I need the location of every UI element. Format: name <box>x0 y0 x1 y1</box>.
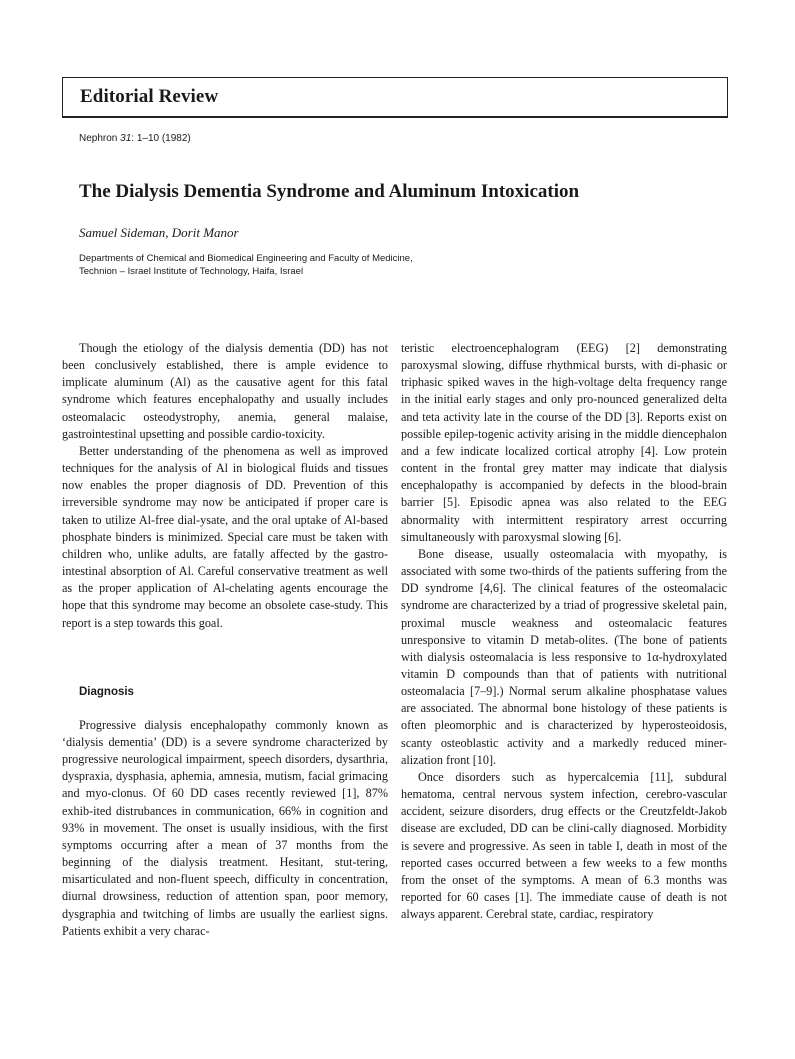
affiliation-line-2: Technion – Israel Institute of Technology, Haifa, Israel <box>79 266 304 277</box>
right-column <box>401 340 727 923</box>
journal-citation <box>79 133 191 144</box>
author-affiliation <box>79 252 413 278</box>
article-title: The Dialysis Dementia Syndrome and Aluminum Intoxication <box>79 181 580 202</box>
affiliation-line-1: Departments of Chemical and Biomedical Engineering and Faculty of Medicine, <box>79 253 413 264</box>
paragraph: Once disorders such as hypercalcemia [11], subdural hematoma, central nervous system infection, cerebro-vascular accident, seizure disorders, drug effects or the Creutzfeldt-Jakob disease are excluded, DD can be clini-cally diagnosed. Morbidity is severe and progressive. As seen in table I, death in most of the reported cases occurred between a few weeks to a few months from the onset of the symptoms. A mean of 6.3 months was reported for 60 cases [1]. The immediate cause of death is not always apparent. Cerebral state, cardiac, respiratory <box>401 769 727 922</box>
journal-volume: 31 <box>120 133 132 144</box>
section-label: Editorial Review <box>80 86 219 107</box>
journal-name: Nephron <box>79 133 121 144</box>
banner-rule <box>62 116 728 118</box>
left-column <box>62 340 388 940</box>
paragraph: teristic electroencephalogram (EEG) [2] demonstrating paroxysmal slowing, diffuse rhythmical bursts, with di-phasic or triphasic spiked waves in the high-voltage delta frequency range in the initial early stages and only pro-nounced generalized delta and teta activity late in the course of the DD [3]. Reports exist on possible epilep-togenic activity arising in the middle diencephalon and a few indicate localized cortical atrophy [4]. Low protein content in the frontal grey matter may indicate that dialysis encephalopathy is accompanied by defects in the blood-brain barrier [5]. Episodic apnea was also related to the EEG abnormality with intermittent respiratory arrest occurring simultaneously with paroxysmal slowing [6]. <box>401 341 727 544</box>
journal-pages: : 1–10 (1982) <box>131 133 191 144</box>
section-heading-diagnosis: Diagnosis <box>79 685 134 698</box>
paragraph: Bone disease, usually osteomalacia with myopathy, is associated with some two-thirds of the patients suffering from the DD syndrome [4,6]. The clinical features of the osteomalacic syndrome are characterized by a triad of progressive skeletal pain, proximal muscle weakness and osteomalacic features unresponsive to vitamin D metab-olites. (The bone of patients with dialysis osteomalacia is less responsive to 1α-hydroxylated vitamin D compounds than that of patients with nutritional osteomalacia [7–9].) Normal serum alkaline phosphatase values are associated. The abnormal bone histology of these patients is often pleomorphic and is characterized by hyperosteoidosis, scanty osteoblastic activity and a markedly reduced miner-alization front [10]. <box>401 546 727 767</box>
article-authors: Samuel Sideman, Dorit Manor <box>79 225 239 240</box>
editorial-review-banner <box>62 77 728 117</box>
paragraph: Progressive dialysis encephalopathy commonly known as ‘dialysis dementia’ (DD) is a severe syndrome characterized by progressive neurological impairment, speech disorders, dysarthria, dyspraxia, dysphasia, aphemia, amnesia, mutism, facial grimacing and myo-clonus. Of 60 DD cases recently reviewed [1], 87% exhib-ited distrubances in communication, 66% in cognition and 93% in movement. The onset is usually insidious, with the first symptoms occurring after a mean of 37 months from the beginning of the dialysis treatment. Hesitant, stut-tering, misarticulated and non-fluent speech, difficulty in concentration, diurnal drowsiness, reduction of attention span, poor memory, dysgraphia and twitching of limbs are usually the earliest signs. Patients exhibit a very charac- <box>62 717 388 938</box>
paragraph: Better understanding of the phenomena as well as improved techniques for the analysis of Al in biological fluids and tissues now enables the proper diagnosis of DD. Prevention of this irreversible syndrome may now be anticipated if proper care is taken to utilize Al-free dial-ysate, and the oral uptake of Al-based phosphate binders is minimized. Special care must be taken with children who, unlike adults, are fatally affected by the gastro-intestinal absorption of Al. Careful conservative treatment as well as the proper application of Al-chelating agents encourage the hope that this syndrome may become an obsolete case-study. This report is a step towards this goal. <box>62 443 388 630</box>
paragraph: Though the etiology of the dialysis dementia (DD) has not been conclusively established, there is ample evidence to implicate aluminum (Al) as the causative agent for this fatal syndrome which features encephalopathy and usually includes osteomalacic osteodystrophy, anemia, general malaise, gastrointestinal upsetting and possible cardio-toxicity. <box>62 341 388 441</box>
